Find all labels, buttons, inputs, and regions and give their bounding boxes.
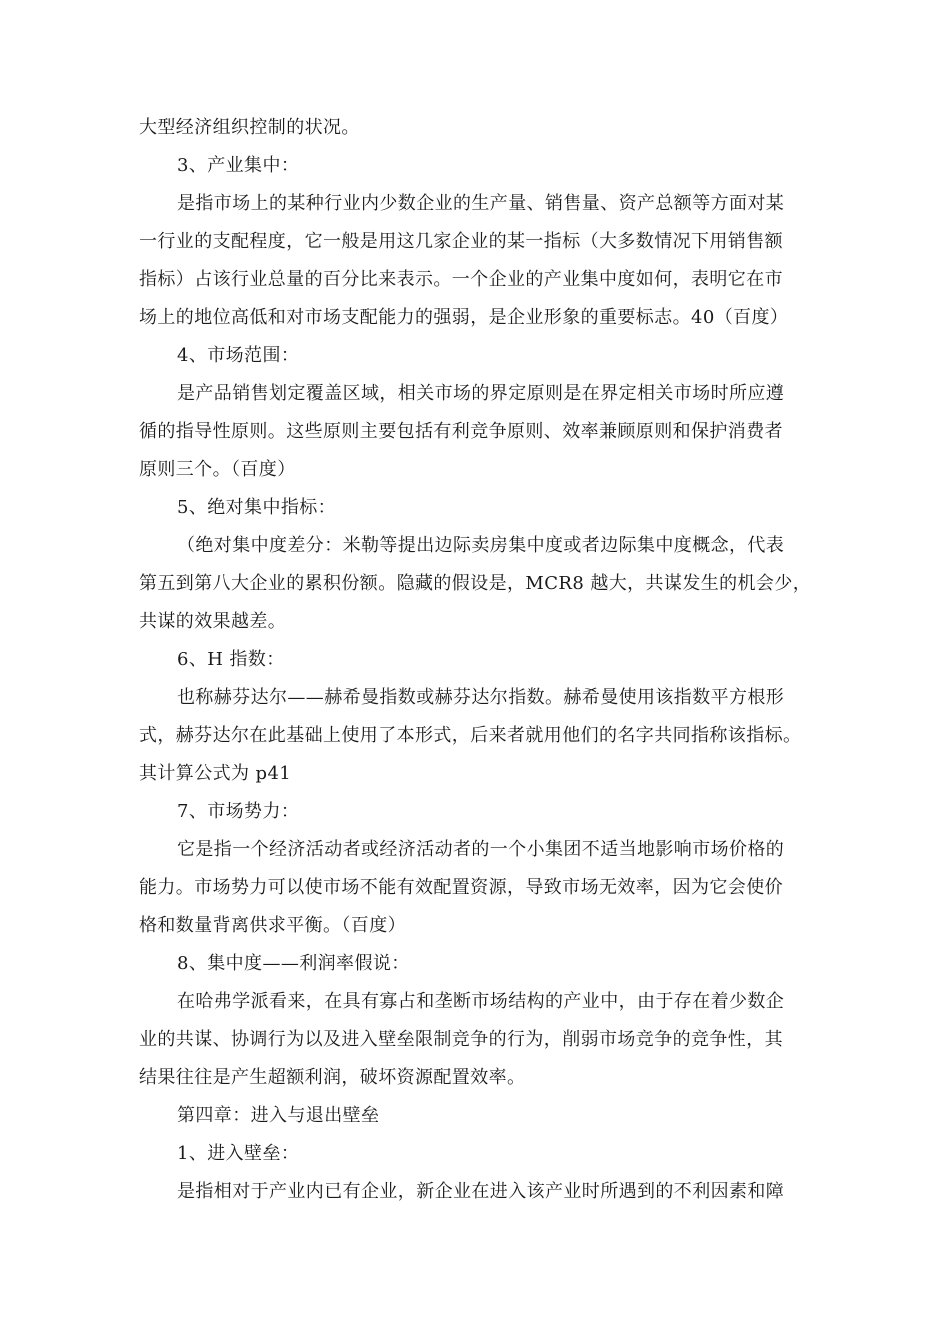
text-line: 它是指一个经济活动者或经济活动者的一个小集团不适当地影响市场价格的 — [177, 839, 785, 860]
section-heading-entry-barrier: 1、进入壁垒： — [177, 1143, 300, 1164]
text-line: 业的共谋、协调行为以及进入壁垒限制竞争的行为，削弱市场竞争的竞争性，其 — [139, 1029, 783, 1050]
text-line: 能力。市场势力可以使市场不能有效配置资源，导致市场无效率，因为它会使价 — [139, 877, 783, 898]
text-line: 是产品销售划定覆盖区域，相关市场的界定原则是在界定相关市场时所应遵 — [177, 383, 785, 404]
text-line: 是指相对于产业内已有企业，新企业在进入该产业时所遇到的不利因素和障 — [177, 1181, 785, 1202]
text-line: 是指市场上的某种行业内少数企业的生产量、销售量、资产总额等方面对某 — [177, 193, 785, 214]
text-line: 共谋的效果越差。 — [139, 611, 287, 632]
section-heading-industry-concentration: 3、产业集中： — [177, 155, 300, 176]
section-heading-concentration-profit: 8、集中度——利润率假说： — [177, 953, 410, 974]
text-line: 场上的地位高低和对市场支配能力的强弱，是企业形象的重要标志。40（百度） — [139, 307, 789, 328]
section-heading-market-power: 7、市场势力： — [177, 801, 300, 822]
text-line: 大型经济组织控制的状况。 — [139, 117, 360, 138]
text-line: 也称赫芬达尔——赫希曼指数或赫芬达尔指数。赫希曼使用该指数平方根形 — [177, 687, 785, 708]
section-heading-absolute-concentration: 5、绝对集中指标： — [177, 497, 337, 518]
text-line: 在哈弗学派看来，在具有寡占和垄断市场结构的产业中，由于存在着少数企 — [177, 991, 785, 1012]
text-line: 结果往往是产生超额利润，破坏资源配置效率。 — [139, 1067, 526, 1088]
text-line: 式，赫芬达尔在此基础上使用了本形式，后来者就用他们的名字共同指称该指标。 — [139, 725, 802, 746]
chapter-heading: 第四章：进入与退出壁垒 — [177, 1105, 380, 1126]
text-line: 循的指导性原则。这些原则主要包括有利竞争原则、效率兼顾原则和保护消费者 — [139, 421, 783, 442]
text-line: 一行业的支配程度，它一般是用这几家企业的某一指标（大多数情况下用销售额 — [139, 231, 783, 252]
text-line: 第五到第八大企业的累积份额。隐藏的假设是，MCR8 越大，共谋发生的机会少， — [139, 573, 812, 594]
text-line: 原则三个。（百度） — [139, 459, 296, 480]
text-line: 指标）占该行业总量的百分比来表示。一个企业的产业集中度如何，表明它在市 — [139, 269, 783, 290]
text-line: 其计算公式为 p41 — [139, 763, 292, 784]
text-line: （绝对集中度差分：米勒等提出边际卖房集中度或者边际集中度概念，代表 — [177, 535, 785, 556]
text-line: 格和数量背离供求平衡。（百度） — [139, 915, 406, 936]
section-heading-market-scope: 4、市场范围： — [177, 345, 300, 366]
section-heading-h-index: 6、H 指数： — [177, 649, 285, 670]
